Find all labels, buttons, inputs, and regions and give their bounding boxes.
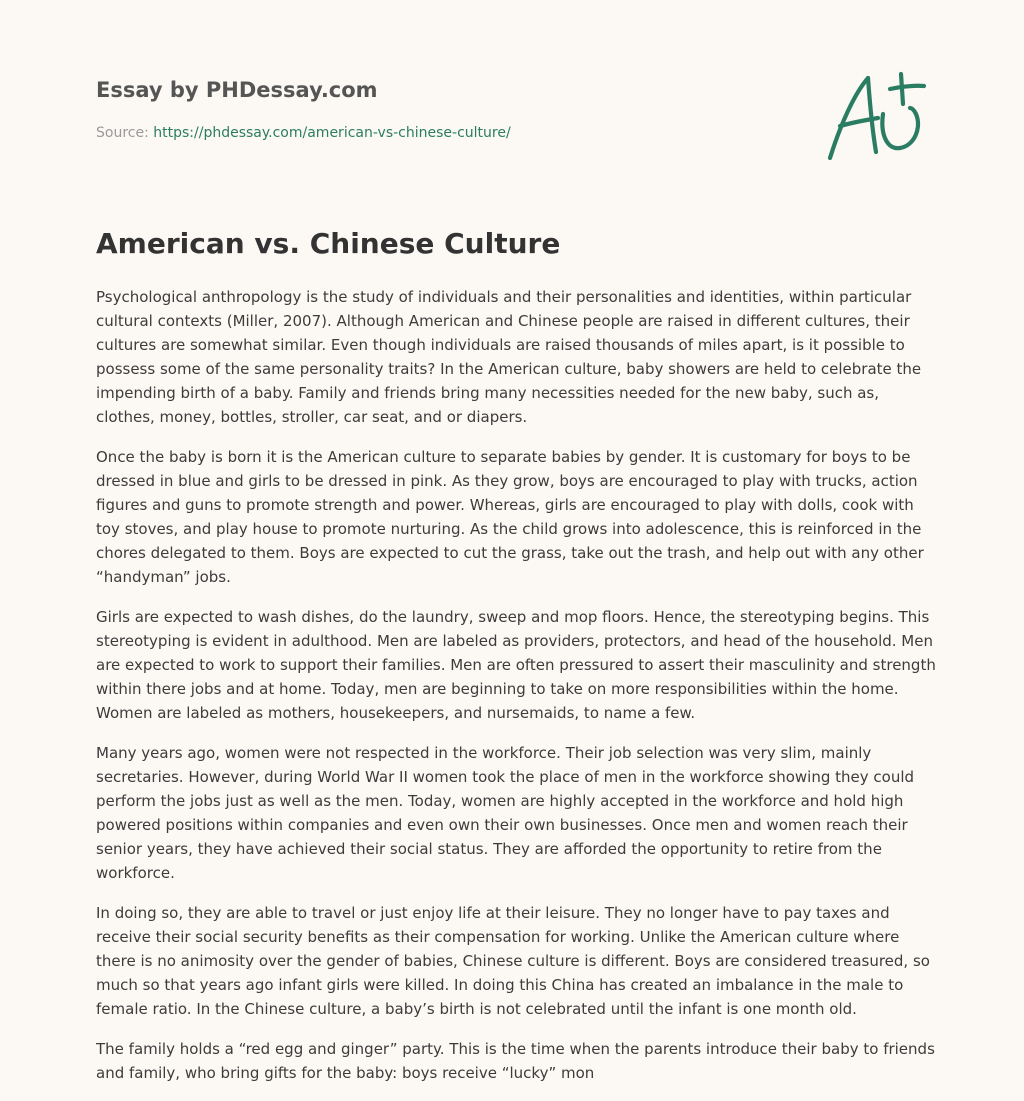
essay-paragraph: In doing so, they are able to travel or just enjoy life at their leisure. They no longer have to pay taxes and receive their social security benefits as their compensation for working. Unlike the American culture where there is no animosity over the gender of babies, Chinese culture is different. Boys are considered treasured, so much so that years ago infant girls were killed. In doing this China has created an imbalance in the male to female ratio. In the Chinese culture, a baby’s birth is not celebrated until the infant is one month old. <box>96 904 930 1018</box>
essay-paragraph: Once the baby is born it is the American culture to separate babies by gender. It is customary for boys to be dressed in blue and girls to be dressed in pink. As they grow, boys are encouraged to play with trucks, action figures and guns to promote strength and power. Whereas, girls are encouraged to play with dolls, cook with toy stoves, and play house to promote nurturing. As the child grows into adolescence, this is reinforced in the chores delegated to them. Boys are expected to cut the grass, take out the trash, and help out with any other “handyman” jobs. <box>96 448 924 586</box>
essay-body <box>96 285 936 1101</box>
essay-paragraph: The family holds a “red egg and ginger” party. This is the time when the parents introduce their baby to friends and family, who bring gifts for the baby: boys receive “lucky” mon <box>96 1040 935 1082</box>
a-plus-logo-icon <box>820 66 930 166</box>
source-link[interactable]: https://phdessay.com/american-vs-chinese-culture/ <box>153 125 511 141</box>
essay-paragraph: Psychological anthropology is the study of individuals and their personalities and identities, within particular cultural contexts (Miller, 2007). Although American and Chinese people are raised in different cultures, their cultures are somewhat similar. Even though individuals are raised thousands of miles apart, is it possible to possess some of the same personality traits? In the American culture, baby showers are held to celebrate the impending birth of a baby. Family and friends bring many necessities needed for the new baby, such as, clothes, money, bottles, stroller, car seat, and or diapers. <box>96 288 922 426</box>
essay-paragraph: Girls are expected to wash dishes, do the laundry, sweep and mop floors. Hence, the stereotyping begins. This stereotyping is evident in adulthood. Men are labeled as providers, protectors, and head of the household. Men are expected to work to support their families. Men are often pressured to assert their masculinity and strength within there jobs and at home. Today, men are beginning to take on more responsibilities within the home. Women are labeled as mothers, housekeepers, and nursemaids, to name a few. <box>96 608 936 722</box>
essay-header <box>96 74 796 143</box>
essay-title: American vs. Chinese Culture <box>96 227 561 260</box>
essay-paragraph: Many years ago, women were not respected in the workforce. Their job selection was very slim, mainly secretaries. However, during World War II women took the place of men in the workforce showing they could perform the jobs just as well as the men. Today, women are highly accepted in the workforce and hold high powered positions within companies and even own their own businesses. Once men and women reach their senior years, they have achieved their social status. They are afforded the opportunity to retire from the workforce. <box>96 744 915 882</box>
source-line <box>96 123 796 143</box>
site-brand: Essay by PHDessay.com <box>96 78 378 102</box>
source-label: Source: <box>96 125 154 141</box>
